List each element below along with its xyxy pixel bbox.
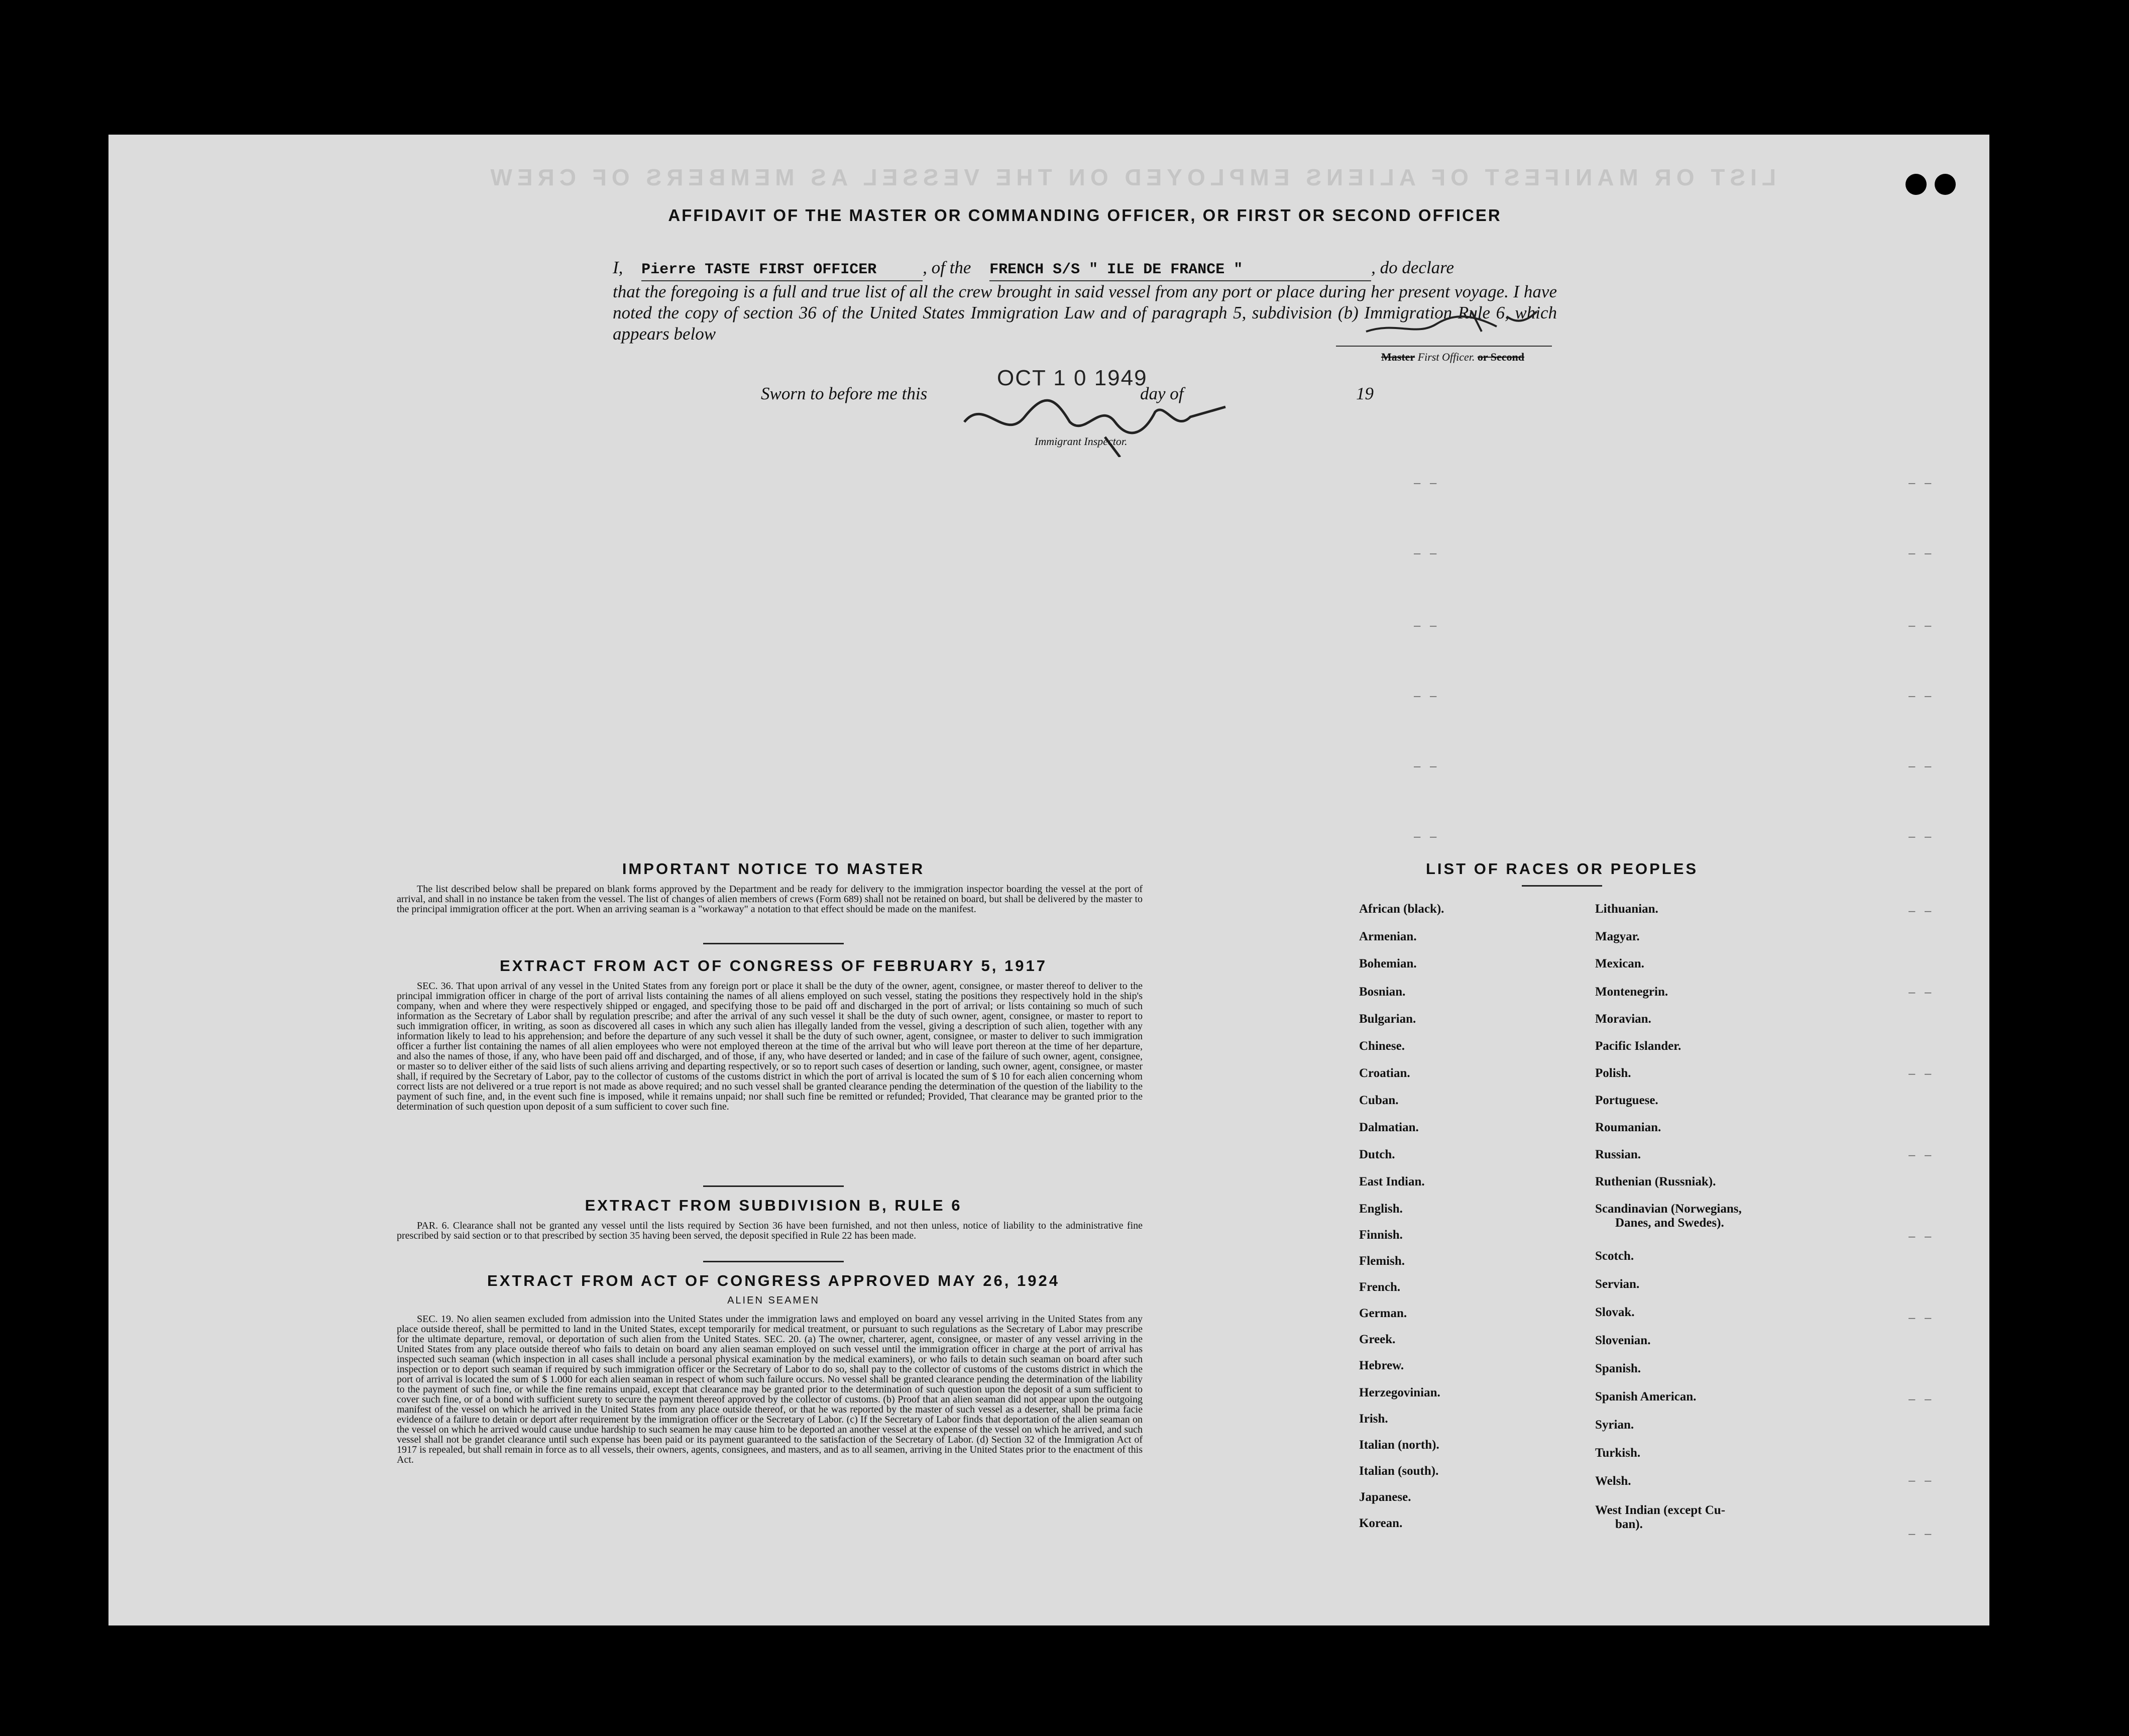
race-item: Flemish.	[1359, 1254, 1405, 1268]
race-item: Roumanian.	[1595, 1121, 1661, 1134]
punch-hole	[1997, 645, 2018, 666]
race-item: Italian (south).	[1359, 1464, 1439, 1478]
officer-signature	[1356, 301, 1547, 347]
race-item: Scotch.	[1595, 1249, 1634, 1263]
punch-hole	[1935, 174, 1956, 195]
race-item: Portuguese.	[1595, 1094, 1658, 1107]
sworn-line	[761, 384, 927, 404]
race-item: French.	[1359, 1280, 1401, 1294]
punch-hole	[1997, 255, 2018, 276]
race-item: Scandinavian (Norwegians,	[1595, 1202, 1742, 1216]
extract-1917-text: SEC. 36. That upon arrival of any vessel in the United States from any foreign port or place it shall be the duty of the owner, agent, consignee, or master thereof to deliver to the principal immigration officer in charge of the port of arrival lists containing the names of all aliens employed on such vessel, stating the positions they respectively hold in the ship's company, when and where they were respectively shipped or engaged, and specifying those to be paid off and discharged in the port of arrival; or lists containing so much of such information as the Secretary of Labor shall by regulation prescribe; and after the arrival of any such vessel it shall be the duty of such owner, agent, consignee, or master to report to such immigration officer, in writing, as soon as discovered all cases in which any such alien has illegally landed from the vessel, giving a description of such alien, together with any information likely to lead to his apprehension; and before the departure of any such vessel it shall be the duty of such owner, agent, consignee, or master to deliver to such immigration officer a further list containing the names of all alien employees who were not employed thereon at the time of the arrival but who will leave port thereon at the time of her departure, and also the names of those, if any, who have been paid off and discharged, and of those, if any, who have deserted or landed; and in case of the failure of such owner, agent, consignee, or master so to deliver either of the said lists of such aliens arriving and departing respectively, or so to report such cases of desertion or landing, such owner, agent, consignee, or master shall, if required by the Secretary of Labor, pay to the collector of customs of the customs district in which the port of arrival is located the sum of $ 10 for each alien concerning whom correct lists are not delivered or a true report is not made as above required; and no such vessel shall be granted clearance pending the determination of the question of the liability to the payment of such fine, and, in the event such fine is imposed, while it remains unpaid; nor shall such fine be remitted or refunded; Provided, That clearance may be granted prior to the determination of such question upon deposit of a sum sufficient to cover such fine.	[397, 981, 1143, 1112]
race-item: Cuban.	[1359, 1094, 1399, 1107]
first-officer-label: First Officer.	[1417, 351, 1475, 363]
ruled-mark: – –	[1909, 1392, 1935, 1406]
race-item: Herzegovinian.	[1359, 1386, 1440, 1399]
race-item: Japanese.	[1359, 1490, 1411, 1504]
races-heading: LIST OF RACES OR PEOPLES	[1425, 860, 1699, 878]
ruled-mark: – –	[1909, 1230, 1935, 1243]
race-item: German.	[1359, 1307, 1407, 1320]
race-item: Bosnian.	[1359, 985, 1406, 999]
ruled-mark: – –	[1909, 830, 1935, 843]
race-item: Montenegrin.	[1595, 985, 1668, 999]
ruled-mark: – –	[1909, 1067, 1935, 1080]
race-item: West Indian (except Cu-	[1595, 1503, 1726, 1517]
race-item: Polish.	[1595, 1066, 1631, 1080]
ruled-mark: – –	[1414, 830, 1440, 843]
extract-1924-heading: EXTRACT FROM ACT OF CONGRESS APPROVED MAY 26, 1924	[487, 1272, 1060, 1289]
ruled-mark: – –	[1909, 1311, 1935, 1325]
extract-1917-heading: EXTRACT FROM ACT OF CONGRESS OF FEBRUARY 5, 1917	[500, 957, 1047, 974]
affidavit-title: AFFIDAVIT OF THE MASTER OR COMMANDING OFFICER, OR FIRST OR SECOND OFFICER	[668, 206, 1502, 225]
race-item: Armenian.	[1359, 930, 1417, 943]
punch-hole	[1906, 174, 1927, 195]
race-item: Servian.	[1595, 1277, 1640, 1291]
race-item: Syrian.	[1595, 1418, 1634, 1432]
crossed-master: Master	[1381, 351, 1415, 363]
divider	[703, 1261, 844, 1262]
sworn-text: Sworn to before me this	[761, 384, 928, 403]
ruled-mark: – –	[1909, 1527, 1935, 1541]
race-item: Spanish.	[1595, 1362, 1641, 1375]
race-item: Italian (north).	[1359, 1438, 1439, 1452]
signature-scribble-icon	[1356, 301, 1547, 347]
affidavit-of-the: , of the	[923, 258, 971, 277]
extract-rule6-text: PAR. 6. Clearance shall not be granted any vessel until the lists required by Section 36 have been furnished, and not then unless, notice of liability to the administrative fine prescribed by said section or to that prescribed by section 35 having been served, the deposit specified in Rule 22 has been made.	[397, 1220, 1143, 1241]
notice-heading: IMPORTANT NOTICE TO MASTER	[622, 860, 925, 878]
inspector-caption: Immigrant Inspector.	[1035, 435, 1128, 448]
extract-1924-subheading: ALIEN SEAMEN	[727, 1295, 820, 1306]
extract-1924-text: SEC. 19. No alien seamen excluded from admission into the United States under the immigration laws and employed on board any vessel arriving in the United States from any place outside thereof, shall be permitted to land in the United States, except temporarily for medical treatment, or pursuant to such regulations as the Secretary of Labor may prescribe for the ultimate departure, removal, or deportation of such alien from the United States. SEC. 20. (a) The owner, charterer, agent, consignee, or master of any vessel arriving in the United States from any place outside thereof who fails to detain on board any alien seaman employed on such vessel until the immigration officer in charge at the port of arrival has inspected such seaman (which inspection in all cases shall include a personal physical examination by the medical examiners), or who fails to detain such seaman on board after such inspection or to deport such seaman if required by such immigration officer or the Secretary of Labor to do so, shall pay to the collector of customs of the customs district in which the port of arrival is located the sum of $ 1.000 for each alien seaman in respect of whom such failure occurs. No vessel shall be granted clearance pending the determination of the liability to the payment of such fine, or while the fine remains unpaid, except that clearance may be granted prior to the determination of such question upon the deposit of a sum sufficient to cover such fine, or of a bond with sufficient surety to secure the payment thereof approved by the collector of customs. (b) Proof that an alien seaman did not appear upon the outgoing manifest of the vessel on which he arrived in the United States from any place outside thereof, or that he was reported by the master of such vessel as a deserter, shall be prima facie evidence of a failure to detain or deport after requirement by the immigration officer or the Secretary of Labor. (c) If the Secretary of Labor finds that deportation of the alien seaman on the vessel on which he arrived would cause undue hardship to such seamen he may cause him to be deported an another vessel at the expense of the vessel on which he arrived, and such vessel shall not be grandet clearance until such expense has been paid or its payment guaranteed to the satisfaction of the Secretary of Labor. (d) Section 32 of the Immigration Act of 1917 is repealed, but shall remain in force as to all vessels, their owners, agents, consignees, and masters, and as to all seamen, arriving in the United States prior to the enactment of this Act.	[397, 1314, 1143, 1465]
divider	[703, 943, 844, 944]
ruled-mark: – –	[1909, 476, 1935, 490]
ruled-mark: – –	[1909, 619, 1935, 632]
race-item: East Indian.	[1359, 1175, 1425, 1188]
affidavit-do-declare: , do declare	[1371, 258, 1454, 277]
race-item: Slovak.	[1595, 1306, 1635, 1319]
race-item: Dalmatian.	[1359, 1121, 1419, 1134]
ruled-mark: – –	[1414, 476, 1440, 490]
race-item: Slovenian.	[1595, 1334, 1651, 1347]
race-item: Croatian.	[1359, 1066, 1410, 1080]
day-of-label: day of	[1140, 384, 1184, 403]
race-item: Spanish American.	[1595, 1390, 1697, 1403]
race-item: African (black).	[1359, 902, 1444, 916]
crossed-second: or Second	[1477, 351, 1524, 363]
bleed-through-header: LIST OR MANIFEST OF ALIENS EMPLOYED ON THE VESSEL AS MEMBERS OF CREW	[485, 164, 1776, 190]
punch-hole	[1997, 336, 2018, 357]
race-item: Russian.	[1595, 1148, 1641, 1161]
race-item: Bohemian.	[1359, 957, 1417, 970]
race-item: Greek.	[1359, 1333, 1396, 1346]
affidavit-i: I,	[613, 258, 623, 277]
ruled-mark: – –	[1909, 1474, 1935, 1487]
punch-hole	[1999, 1385, 2020, 1406]
race-item: Hebrew.	[1359, 1359, 1404, 1372]
race-item: Irish.	[1359, 1412, 1388, 1426]
notice-text: The list described below shall be prepared on blank forms approved by the Department and be ready for delivery to the immigration inspector boarding the vessel at the port of arrival, and shall in no instance be taken from the vessel. The list of changes of alien members of crews (Form 689) shall not be retained on board, but shall be delivered by the master to the principal immigration officer at the port. When an arriving seaman is a "workaway" a notation to that effect should be made on the manifest.	[397, 884, 1143, 915]
race-item: Finnish.	[1359, 1228, 1403, 1242]
race-item: Moravian.	[1595, 1012, 1651, 1026]
affidavit-body: that the foregoing is a full and true list of all the crew brought in said vessel from any port or place during her present voyage. I have noted the copy of section 36 of the United States Immigration Law and of paragraph 5, subdivision (b) Immigration Rule 6, which appears below	[613, 282, 1557, 344]
race-item: Bulgarian.	[1359, 1012, 1416, 1026]
ruled-mark: – –	[1414, 547, 1440, 560]
race-item: Pacific Islander.	[1595, 1039, 1682, 1053]
ruled-mark: – –	[1909, 547, 1935, 560]
race-item: ban).	[1615, 1517, 1643, 1531]
officer-name-field: Pierre TASTE FIRST OFFICER	[641, 259, 923, 281]
date-stamp: OCT 1 0 1949	[997, 366, 1148, 390]
divider	[703, 1185, 844, 1187]
race-item: Welsh.	[1595, 1474, 1631, 1488]
race-item: Danes, and Swedes).	[1615, 1216, 1724, 1230]
ruled-mark: – –	[1414, 759, 1440, 773]
punch-hole	[1999, 1463, 2020, 1484]
race-item: Ruthenian (Russniak).	[1595, 1175, 1716, 1188]
punch-hole	[1999, 1079, 2020, 1100]
ruled-mark: – –	[1909, 904, 1935, 918]
race-item: Dutch.	[1359, 1148, 1395, 1161]
divider	[1522, 885, 1602, 887]
race-item: English.	[1359, 1202, 1403, 1216]
officer-signature-line	[1336, 346, 1552, 347]
ruled-mark: – –	[1909, 689, 1935, 703]
race-item: Mexican.	[1595, 957, 1644, 970]
ruled-mark: – –	[1909, 986, 1935, 999]
affidavit-first-line	[613, 257, 1557, 281]
extract-rule6-heading: EXTRACT FROM SUBDIVISION B, RULE 6	[585, 1197, 962, 1214]
race-item: Lithuanian.	[1595, 902, 1658, 916]
ruled-mark: – –	[1909, 759, 1935, 773]
race-item: Korean.	[1359, 1516, 1403, 1530]
punch-hole	[1999, 1157, 2020, 1178]
ruled-mark: – –	[1414, 619, 1440, 632]
race-item: Chinese.	[1359, 1039, 1405, 1053]
ruled-mark: – –	[1414, 689, 1440, 703]
officer-caption	[1381, 351, 1524, 364]
year-label: 19	[1356, 384, 1374, 403]
vessel-name-field: FRENCH S/S " ILE DE FRANCE "	[989, 259, 1371, 281]
race-item: Turkish.	[1595, 1446, 1641, 1460]
punch-hole	[1997, 562, 2018, 583]
race-item: Magyar.	[1595, 930, 1640, 943]
ruled-mark: – –	[1909, 1148, 1935, 1162]
